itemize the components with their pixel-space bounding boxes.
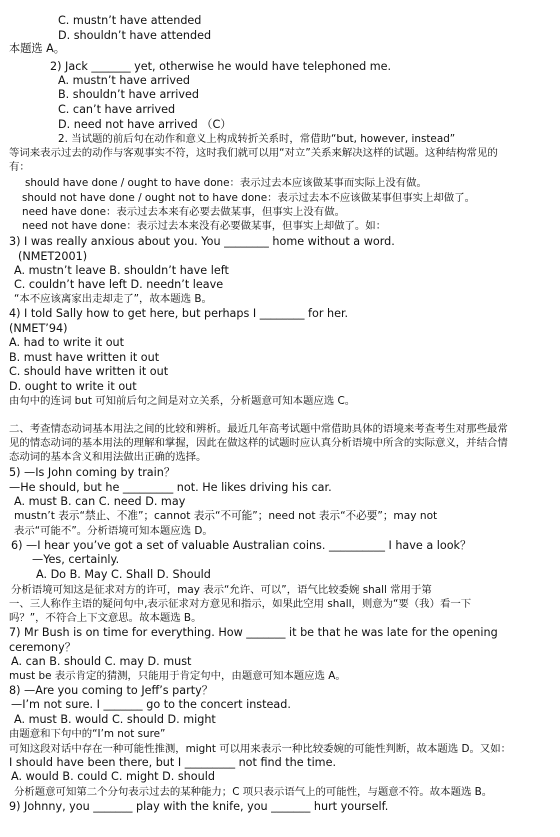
text-line: 本题选 A。 [9, 42, 65, 55]
text-line: A. can B. should C. may D. must [11, 655, 192, 668]
text-line: —I’m not sure. I _______ go to the concert instead. [11, 698, 291, 711]
text-line: B. shouldn’t have arrived [58, 88, 200, 101]
text-line: mustn’t 表示“禁止、不准”；cannot 表示“不可能”；need not 表示“不必要”；may not [14, 510, 438, 522]
text-line: 由题意和下句中的“I’m not sure” [9, 728, 166, 740]
text-line: need not have done：表示过去本来没有必要做某事，但事实上却做了。如： [22, 220, 387, 232]
text-line: C. mustn’t have attended [58, 14, 202, 27]
text-line: should have done / ought to have done：表示过去本应该做某事而实际上没有做。 [25, 177, 427, 189]
text-line: A. mustn’t leave B. shouldn’t have left [14, 264, 229, 277]
text-line: 见的情态动词的基本用法的理解和掌握，因此在做这样的试题时应认真分析语境中所含的实际意义，并结合情 [9, 437, 508, 449]
text-line: 分析题意可知第二个分句表示过去的某种能力；C 项只表示语气上的可能性，与题意不符。故本题选 B。 [14, 786, 493, 798]
text-line: 表示“可能不”。分析语境可知本题应选 D。 [14, 525, 213, 537]
text-line: A. would B. could C. might D. should [11, 770, 215, 783]
text-line: A. had to write it out [9, 336, 125, 349]
text-line: 由句中的连词 but 可知前后句之间是对立关系，分析题意可知本题应选 C。 [9, 395, 356, 407]
text-line: 8) —Are you coming to Jeff’s party？ [9, 684, 213, 697]
text-line: —Yes, certainly. [32, 553, 120, 566]
text-line: 3) I was really anxious about you. You ________ home without a word. [9, 235, 395, 248]
text-line: 7) Mr Bush is on time for everything. How _______ it be that he was late for the opening [9, 626, 498, 639]
text-line: A. must B. can C. need D. may [14, 495, 186, 508]
text-line: C. can’t have arrived [58, 103, 176, 116]
text-line: (NMET2001) [18, 250, 88, 263]
text-line: 2) Jack _______ yet, otherwise he would have telephoned me. [50, 60, 392, 73]
text-line: A. must B. would C. should D. might [14, 713, 216, 726]
text-line: 可知这段对话中存在一种可能性推测，might 可以用来表示一种比较委婉的可能性判断，故本题选 D。又如： [9, 743, 512, 755]
text-line: 有： [9, 161, 30, 173]
text-line: need have done：表示过去本来有必要去做某事，但事实上没有做。 [22, 206, 345, 218]
text-line: must be 表示肯定的猜测，只能用于肯定句中，由题意可知本题应选 A。 [9, 670, 346, 682]
text-line: I should have been there, but I _________ not find the time. [9, 756, 337, 769]
text-line: A. Do B. May C. Shall D. Should [36, 568, 211, 581]
text-line: should not have done / ought not to have done：表示过去本不应该做某事但事实上却做了。 [22, 192, 475, 204]
text-line: 态动词的基本含义和用法做出正确的选择。 [9, 451, 207, 463]
text-line: —He should, but he _________ not. He likes driving his car. [9, 481, 332, 494]
text-line: 等词来表示过去的动作与客观事实不符，这时我们就可以用“对立”关系来解决这样的试题。这种结构常见的 [9, 147, 498, 159]
text-line: 一、三人称作主语的疑问句中,表示征求对方意见和指示，如果此空用 shall，则意为“要（我）看一下 [9, 598, 472, 610]
text-line: C. should have written it out [9, 365, 169, 378]
text-line: 5) —Is John coming by train？ [9, 466, 176, 479]
text-line: 9) Johnny, you _______ play with the knife, you _______ hurt yourself. [9, 800, 389, 813]
text-line: 6) —I hear you’ve got a set of valuable Australian coins. __________ I have a look？ [11, 539, 472, 552]
text-line: 4) I told Sally how to get here, but perhaps I ________ for her. [9, 307, 349, 320]
text-line: ceremony？ [9, 641, 76, 654]
text-line: 二、考查情态动词基本用法之间的比较和辨析。最近几年高考试题中常借助具体的语境来考查考生对那些最常 [9, 423, 508, 435]
text-line: B. must have written it out [9, 351, 160, 364]
text-line: (NMET’94) [9, 322, 68, 335]
text-line: “本不应该离家出走却走了”，故本题选 B。 [14, 293, 212, 305]
text-line: D. shouldn’t have attended [58, 29, 212, 42]
text-line: 分析语境可知这是征求对方的许可，may 表示“允许、可以”，语气比较委婉 shall 常用于第 [11, 584, 432, 596]
text-line: D. need not have arrived （C） [58, 118, 232, 131]
text-line: 吗？”，不符合上下文意思。故本题选 B。 [9, 612, 202, 624]
text-line: 2. 当试题的前后句在动作和意义上构成转折关系时，常借助“but, however, instead” [58, 133, 456, 145]
text-line: C. couldn’t have left D. needn’t leave [14, 278, 224, 291]
text-line: A. mustn’t have arrived [58, 74, 190, 87]
text-line: D. ought to write it out [9, 380, 137, 393]
